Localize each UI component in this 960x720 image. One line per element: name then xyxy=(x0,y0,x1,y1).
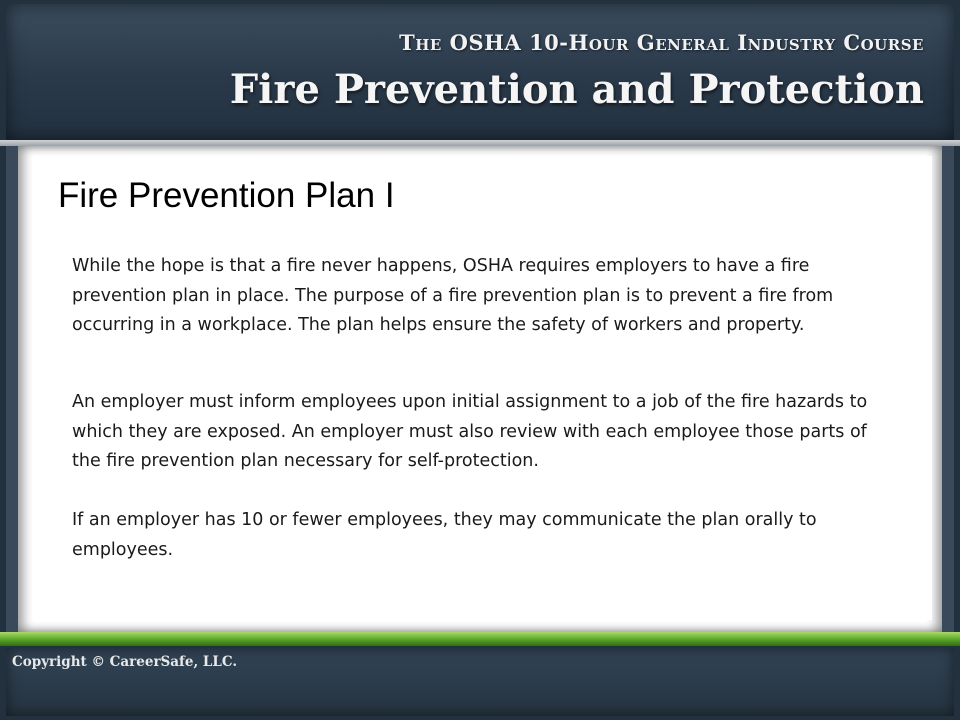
header-banner xyxy=(6,4,954,140)
content-area xyxy=(32,156,932,620)
paragraph-purpose: While the hope is that a fire never happens, OSHA requires employers to have a fire prevention plan in place. The purpose of a fire prevention plan is to prevent a fire from occurring in a workplace. The plan helps ensure the safety of workers and property. xyxy=(72,256,834,335)
paragraph-small-employer: If an employer has 10 or fewer employees, they may communicate the plan orally to employees. xyxy=(72,510,817,560)
module-title: Fire Prevention and Protection xyxy=(229,66,924,113)
page-title: Fire Prevention Plan I xyxy=(58,176,395,215)
accent-bar xyxy=(0,632,960,646)
course-title: The OSHA 10-Hour General Industry Course xyxy=(399,30,924,55)
content-frame xyxy=(6,146,954,632)
copyright-text: Copyright © CareerSafe, LLC. xyxy=(12,654,238,670)
footer xyxy=(6,648,954,716)
paragraph-employer-duties: An employer must inform employees upon initial assignment to a job of the fire hazards to which they are exposed. An employer must also review with each employee those parts of the fire prevention plan necessary for self-protection. xyxy=(72,392,868,471)
